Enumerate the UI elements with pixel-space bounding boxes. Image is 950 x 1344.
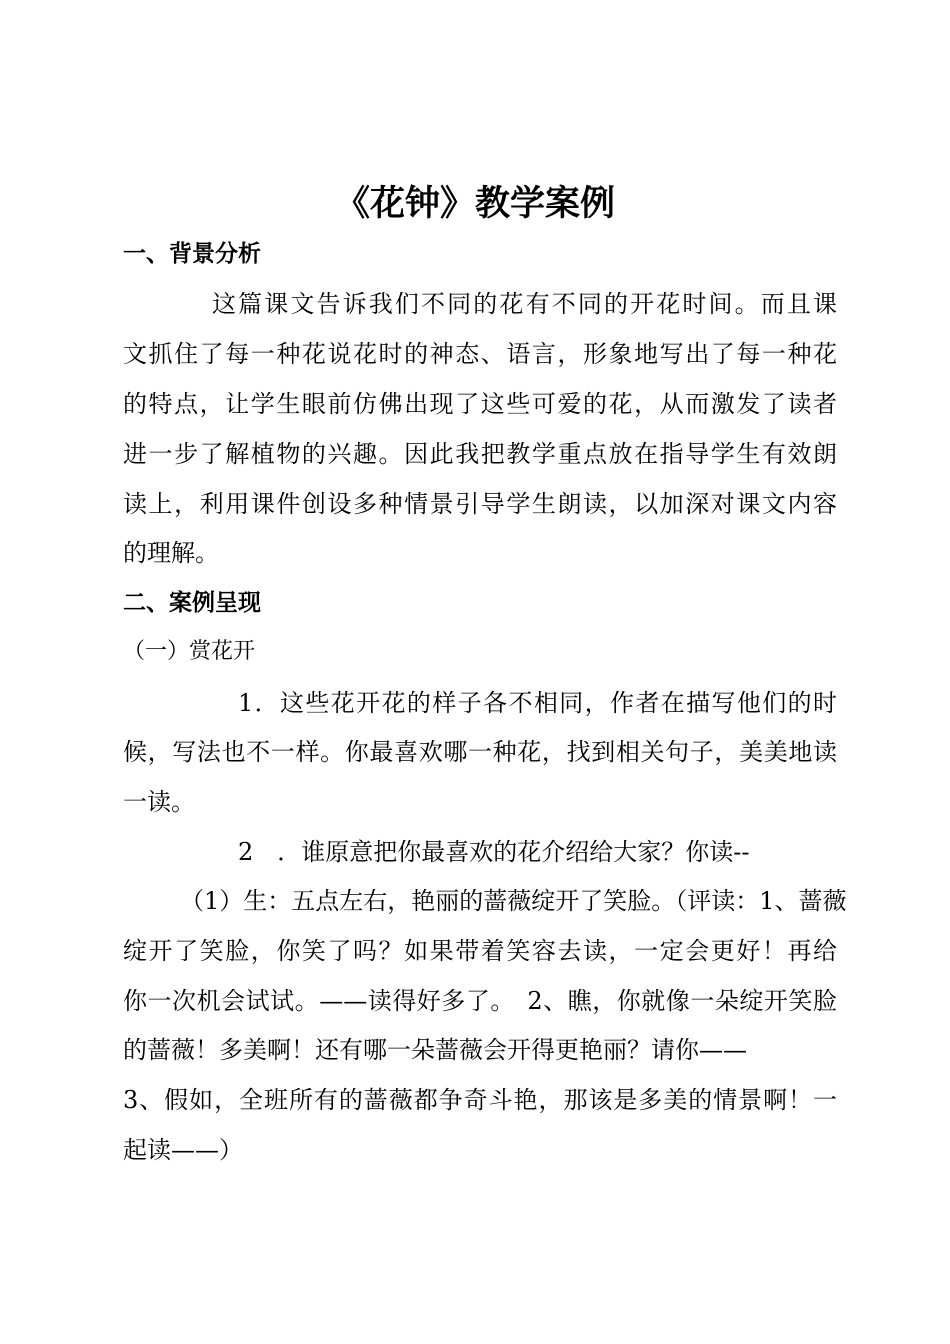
paragraph-line: 这篇课文告诉我们不同的花有不同的开花时间。而且课 [212, 290, 837, 318]
paragraph-line: 2 ．谁原意把你最喜欢的花介绍给大家？你读-- [238, 838, 750, 866]
document-title: 《花钟》教学案例 [334, 184, 615, 224]
paragraph-line: 的理解。 [123, 539, 219, 567]
paragraph-line: （1）生：五点左右，艳丽的蔷薇绽开了笑脸。（评读：1、蔷薇 [180, 887, 847, 915]
paragraph-line: 文抓住了每一种花说花时的神态、语言，形象地写出了每一种花 [123, 340, 837, 368]
paragraph-line: 起读——） [123, 1136, 243, 1164]
paragraph-line: 进一步了解植物的兴趣。因此我把教学重点放在指导学生有效朗 [123, 440, 837, 468]
paragraph-line: 一读。 [123, 788, 195, 816]
section-heading-background: 一、背景分析 [123, 241, 261, 267]
paragraph-line: 候，写法也不一样。你最喜欢哪一种花，找到相关句子，美美地读 [123, 738, 837, 766]
paragraph-line: 你一次机会试试。——读得好多了。 2、瞧，你就像一朵绽开笑脸 [123, 987, 837, 1015]
paragraph-line: 的蔷薇！多美啊！还有哪一朵蔷薇会开得更艳丽？请你—— [123, 1036, 747, 1064]
paragraph-line: 1．这些花开花的样子各不相同，作者在描写他们的时 [238, 689, 837, 717]
section-heading-case: 二、案例呈现 [123, 590, 261, 616]
paragraph-line: 3、假如，全班所有的蔷薇都争奇斗艳，那该是多美的情景啊！一 [123, 1086, 837, 1114]
subsection-heading: （一）赏花开 [123, 639, 256, 664]
paragraph-line: 的特点，让学生眼前仿佛出现了这些可爱的花，从而激发了读者 [123, 390, 837, 418]
paragraph-line: 绽开了笑脸，你笑了吗？如果带着笑容去读，一定会更好！再给 [123, 937, 837, 965]
paragraph-line: 读上，利用课件创设多种情景引导学生朗读，以加深对课文内容 [123, 490, 837, 518]
